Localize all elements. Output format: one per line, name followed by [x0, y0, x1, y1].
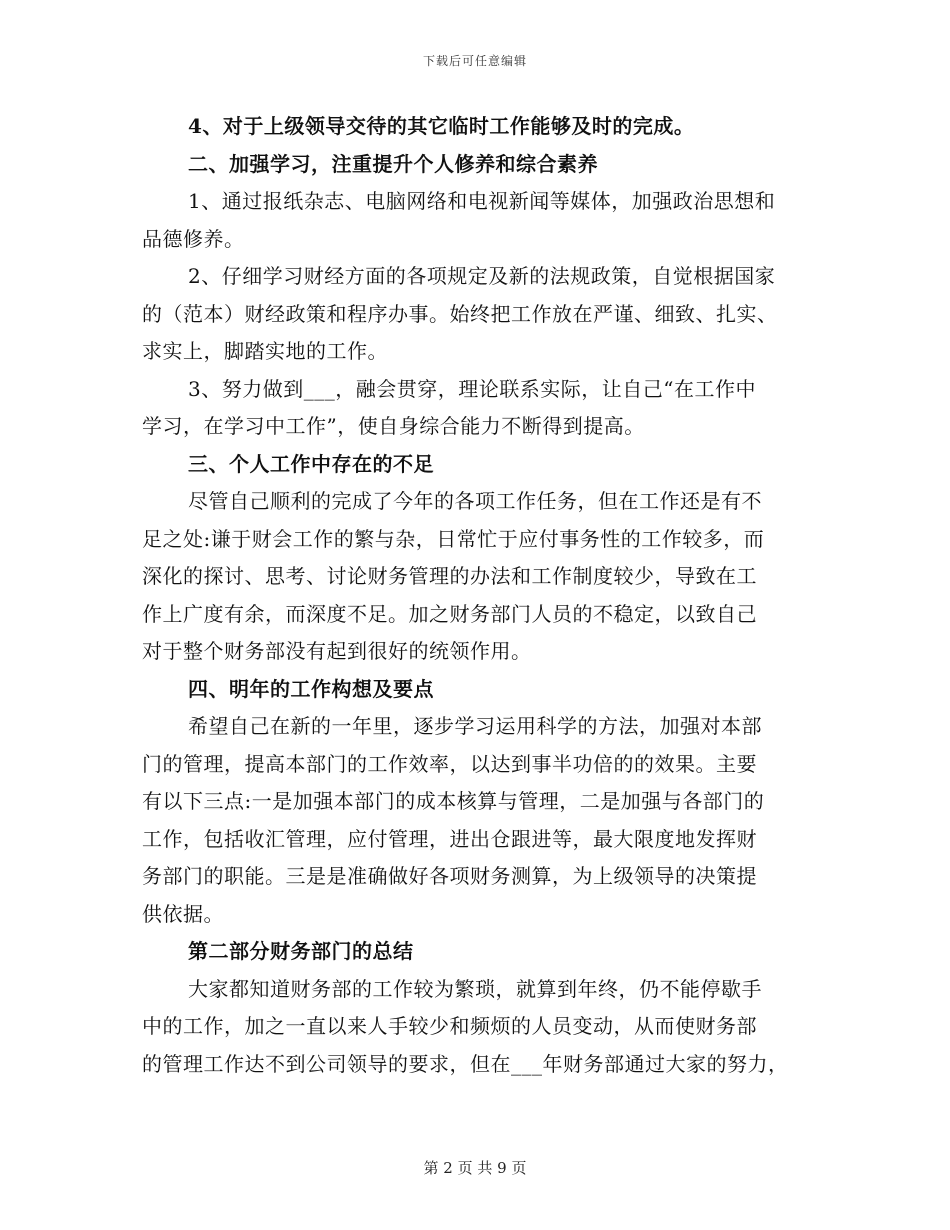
paragraph-line: 对于整个财务部没有起到很好的统领作用。 — [142, 639, 532, 663]
paragraph-line: 学习，在学习中工作”，使自身综合能力不断得到提高。 — [142, 414, 645, 438]
paragraph-line: 的管理工作达不到公司领导的要求，但在___年财务部通过大家的努力， — [142, 1051, 789, 1076]
paragraph-line: 大家都知道财务部的工作较为繁琐，就算到年终，仍不能停歇手 — [188, 976, 762, 1001]
document-body — [142, 108, 822, 1083]
paragraph-line: 有以下三点:一是加强本部门的成本核算与管理，二是加强与各部门的 — [142, 789, 765, 813]
paragraph-line: 2、仔细学习财经方面的各项规定及新的法规政策，自觉根据国家 — [188, 264, 776, 288]
section-heading: 三、个人工作中存在的不足 — [188, 451, 434, 476]
paragraph-line: 希望自己在新的一年里，逐步学习运用科学的方法，加强对本部 — [188, 714, 762, 738]
paragraph-line: 中的工作，加之一直以来人手较少和频烦的人员变动，从而使财务部 — [142, 1014, 757, 1038]
paragraph-line: 门的管理，提高本部门的工作效率，以达到事半功倍的的效果。主要 — [142, 751, 757, 776]
paragraph-line: 3、努力做到___，融会贯穿，理论联系实际，让自己“在工作中 — [188, 376, 756, 401]
paragraph-line: 求实上，脚踏实地的工作。 — [142, 339, 388, 363]
paragraph-line: 务部门的职能。三是是准确做好各项财务测算，为上级领导的决策提 — [142, 864, 757, 888]
section-heading: 第二部分财务部门的总结 — [188, 939, 414, 963]
paragraph-line: 1、通过报纸杂志、电脑网络和电视新闻等媒体，加强政治思想和 — [188, 189, 776, 213]
paragraph-line: 的（范本）财经政策和程序办事。始终把工作放在严谨、细致、扎实、 — [142, 301, 778, 326]
section-heading: 二、加强学习，注重提升个人修养和综合素养 — [188, 151, 598, 176]
section-heading: 4、对于上级领导交待的其它临时工作能够及时的完成。 — [188, 114, 695, 138]
paragraph-line: 深化的探讨、思考、讨论财务管理的办法和工作制度较少，导致在工 — [142, 564, 757, 588]
page-number: 第 2 页 共 9 页 — [423, 1159, 527, 1177]
paragraph-line: 足之处:谦于财会工作的繁与杂，日常忙于应付事务性的工作较多，而 — [142, 526, 765, 551]
paragraph-line: 尽管自己顺利的完成了今年的各项工作任务，但在工作还是有不 — [188, 489, 762, 513]
section-heading: 四、明年的工作构想及要点 — [188, 676, 434, 701]
paragraph-line: 工作，包括收汇管理，应付管理，进出仓跟进等，最大限度地发挥财 — [142, 826, 757, 851]
paragraph-line: 作上广度有余，而深度不足。加之财务部门人员的不稳定，以致自己 — [142, 601, 757, 626]
paragraph-line: 品德修养。 — [142, 226, 245, 251]
page-header: 下载后可任意编辑 — [422, 54, 527, 68]
paragraph-line: 供依据。 — [142, 901, 224, 926]
